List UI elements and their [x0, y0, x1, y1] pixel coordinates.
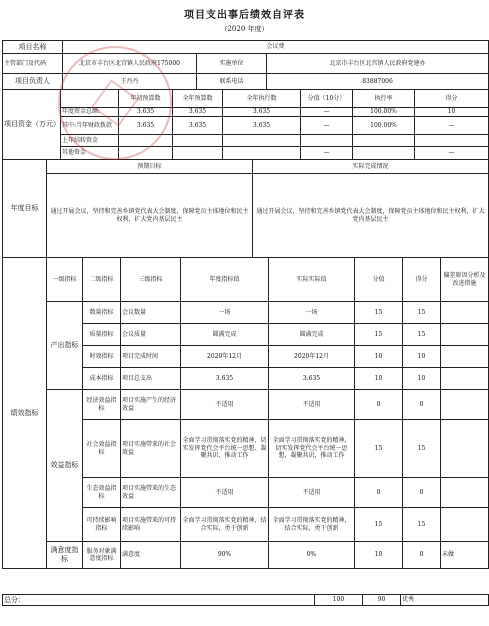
owner-value: 王丹丹 [63, 74, 197, 90]
perf-actual: 不适用 [269, 390, 355, 420]
funds-cell: 3.635 [119, 108, 173, 117]
goal-expected-label: 预期目标 [47, 160, 253, 174]
perf-score: 15 [403, 508, 441, 542]
perf-target: 不适用 [181, 478, 269, 508]
perf-l3: 项目实施带来的生态效益 [121, 478, 181, 508]
funds-row-name: 其他资金 [61, 147, 119, 160]
perf-value: 15 [355, 508, 403, 542]
perf-note [441, 324, 489, 346]
perf-l3: 项目完成时间 [121, 346, 181, 368]
funds-table [2, 89, 489, 160]
report-title: 项目支出事后绩效自评表 [184, 10, 305, 21]
total-table [2, 594, 489, 606]
funds-cell: 100.00% [353, 117, 415, 135]
impl-value: 北京市丰台区北宫镇人民政府党建办 [267, 54, 489, 74]
perf-value: 15 [355, 302, 403, 324]
funds-cell: 100.00% [353, 108, 415, 117]
perf-l2: 服务对象满意度指标 [83, 542, 121, 569]
perf-value: 10 [355, 542, 403, 569]
funds-cell: 10 [415, 108, 489, 117]
perf-l3: 会议质量 [121, 324, 181, 346]
funds-cell [223, 147, 301, 160]
funds-cell: 3.635 [173, 117, 223, 135]
funds-cell [353, 147, 415, 160]
perf-header-l1: 一级指标 [47, 258, 83, 302]
perf-note [441, 390, 489, 420]
goal-actual-label: 实际完成情况 [253, 160, 489, 174]
dept-label: 主管部门及代码 [3, 54, 63, 74]
total-grade: 优秀 [401, 595, 489, 606]
perf-note [441, 368, 489, 390]
phone-value: 83887006 [267, 74, 489, 90]
funds-header-rate: 执行率 [353, 90, 415, 108]
perf-l3: 项目实施带来的可持续影响 [121, 508, 181, 542]
perf-l3: 项目总支出 [121, 368, 181, 390]
perf-score: 10 [403, 368, 441, 390]
perf-score: 0 [403, 478, 441, 508]
perf-score: 15 [403, 302, 441, 324]
perf-score: 0 [403, 390, 441, 420]
perf-target: 90% [181, 542, 269, 569]
funds-header-full: 全年预算数 [173, 90, 223, 108]
perf-l1: 产出指标 [47, 302, 83, 390]
funds-cell [173, 147, 223, 160]
perf-value: 15 [355, 420, 403, 478]
phone-label: 联系电话 [197, 74, 267, 90]
project-info-table [2, 40, 489, 90]
perf-l3: 满意度 [121, 542, 181, 569]
table-row [3, 302, 489, 324]
funds-cell: 3.635 [223, 117, 301, 135]
perf-l1: 效益指标 [47, 390, 83, 542]
perf-actual: 0% [269, 542, 355, 569]
perf-l2: 时效指标 [83, 346, 121, 368]
funds-row-name: 年度资金总额: [61, 108, 119, 117]
funds-label: 项目资金（万元） [3, 90, 61, 160]
perf-value: 10 [355, 368, 403, 390]
funds-header-score: 得分 [415, 90, 489, 108]
perf-target: 3.635 [181, 368, 269, 390]
perf-l2: 社会效益指标 [83, 420, 121, 478]
total-row [2, 594, 488, 606]
perf-note [441, 302, 489, 324]
perf-score: 15 [403, 420, 441, 478]
funds-cell [301, 135, 353, 147]
perf-score: 15 [403, 324, 441, 346]
perf-actual: 3.635 [269, 368, 355, 390]
funds-row-name: 其中:当年财政拨款 [61, 117, 119, 135]
funds-header-scoreval: 分值（10分） [301, 90, 353, 108]
total-value: 100 [315, 595, 363, 606]
perf-header-l3: 三级指标 [121, 258, 181, 302]
project-name-label: 项目名称 [3, 41, 63, 54]
perf-actual: 全面学习贯彻落实党的精神，结合实际，勇于创新 [269, 508, 355, 542]
goal-expected-text: 通过开展会议，坚持和完善乡镇党代表大会制度，保障党员主体地位和民主权利，扩大党内基层民主 [47, 174, 253, 258]
perf-score: 10 [403, 346, 441, 368]
funds-header-exec: 全年执行数 [223, 90, 301, 108]
funds-cell: — [301, 108, 353, 117]
report-year: （2020 年度） [220, 25, 269, 33]
table-row [3, 542, 489, 569]
perf-target: 全面学习贯彻落实党的精神，切实发挥党代会平台统一思想、凝聚共识、推动工作 [181, 420, 269, 478]
dept-value: 北京市丰台区北宫镇人民政府175000 [63, 54, 197, 74]
perf-score: 0 [403, 542, 441, 569]
goal-label: 年度目标 [3, 160, 47, 258]
perf-actual: 全面学习贯彻落实党的精神，切实发挥党代会平台统一思想，凝聚共识，推动工作 [269, 420, 355, 478]
funds-cell [223, 135, 301, 147]
funds-cell: 3.635 [223, 108, 301, 117]
perf-header-note: 偏差原因分析及改进措施 [441, 258, 489, 302]
perf-label: 绩效指标 [3, 258, 47, 569]
perf-header-score: 得分 [403, 258, 441, 302]
total-score: 90 [363, 595, 401, 606]
perf-note [441, 346, 489, 368]
perf-value: 0 [355, 478, 403, 508]
perf-l2: 可持续影响指标 [83, 508, 121, 542]
perf-value: 10 [355, 346, 403, 368]
impl-label: 实施单位 [197, 54, 267, 74]
perf-note [441, 420, 489, 478]
perf-table [2, 257, 489, 569]
funds-cell: — [301, 117, 353, 135]
perf-header-l2: 二级指标 [83, 258, 121, 302]
perf-note: 未做 [441, 542, 489, 569]
funds-cell: 3.635 [119, 117, 173, 135]
perf-note [441, 508, 489, 542]
perf-header-value: 分值 [355, 258, 403, 302]
funds-row-name: 上年结转资金 [61, 135, 119, 147]
perf-l2: 经济效益指标 [83, 390, 121, 420]
perf-l3: 项目实施带来的社会效益 [121, 420, 181, 478]
funds-cell [353, 135, 415, 147]
funds-cell [173, 135, 223, 147]
perf-l3: 会议数量 [121, 302, 181, 324]
funds-cell: — [301, 147, 353, 160]
funds-cell [119, 147, 173, 160]
perf-target: 一场 [181, 302, 269, 324]
funds-cell: — [415, 147, 489, 160]
perf-l2: 数量指标 [83, 302, 121, 324]
perf-l2: 生态效益指标 [83, 478, 121, 508]
perf-l3: 项目实施产生的经济效益 [121, 390, 181, 420]
project-name: 会议费 [63, 41, 489, 54]
perf-header-target: 年度指标值 [181, 258, 269, 302]
perf-target: 全面学习贯彻落实党的精神，结合实际，勇于创新 [181, 508, 269, 542]
perf-header-actual: 实际实际值 [269, 258, 355, 302]
table-row [3, 390, 489, 420]
perf-note [441, 478, 489, 508]
funds-cell: — [415, 117, 489, 135]
goal-table [2, 159, 489, 258]
funds-cell: 3.635 [173, 108, 223, 117]
perf-actual: 不适用 [269, 478, 355, 508]
perf-actual: 圆满完成 [269, 324, 355, 346]
funds-header-init: 年初预算数 [119, 90, 173, 108]
perf-target: 圆满完成 [181, 324, 269, 346]
owner-label: 项目负责人 [3, 74, 63, 90]
perf-actual: 2020年12月 [269, 346, 355, 368]
perf-actual: 一场 [269, 302, 355, 324]
total-label: 总分： [3, 595, 315, 606]
perf-l1: 满意度指标 [47, 542, 83, 569]
perf-l2: 成本指标 [83, 368, 121, 390]
perf-value: 0 [355, 390, 403, 420]
perf-l2: 质量指标 [83, 324, 121, 346]
perf-target: 不适用 [181, 390, 269, 420]
goal-actual-text: 通过开展会议，坚持和完善乡镇党代表大会制度，保障党员主体地位和民主权利，扩大党内基层民主 [253, 174, 489, 258]
perf-target: 2020年12月 [181, 346, 269, 368]
funds-cell [119, 135, 173, 147]
funds-cell [415, 135, 489, 147]
perf-value: 15 [355, 324, 403, 346]
